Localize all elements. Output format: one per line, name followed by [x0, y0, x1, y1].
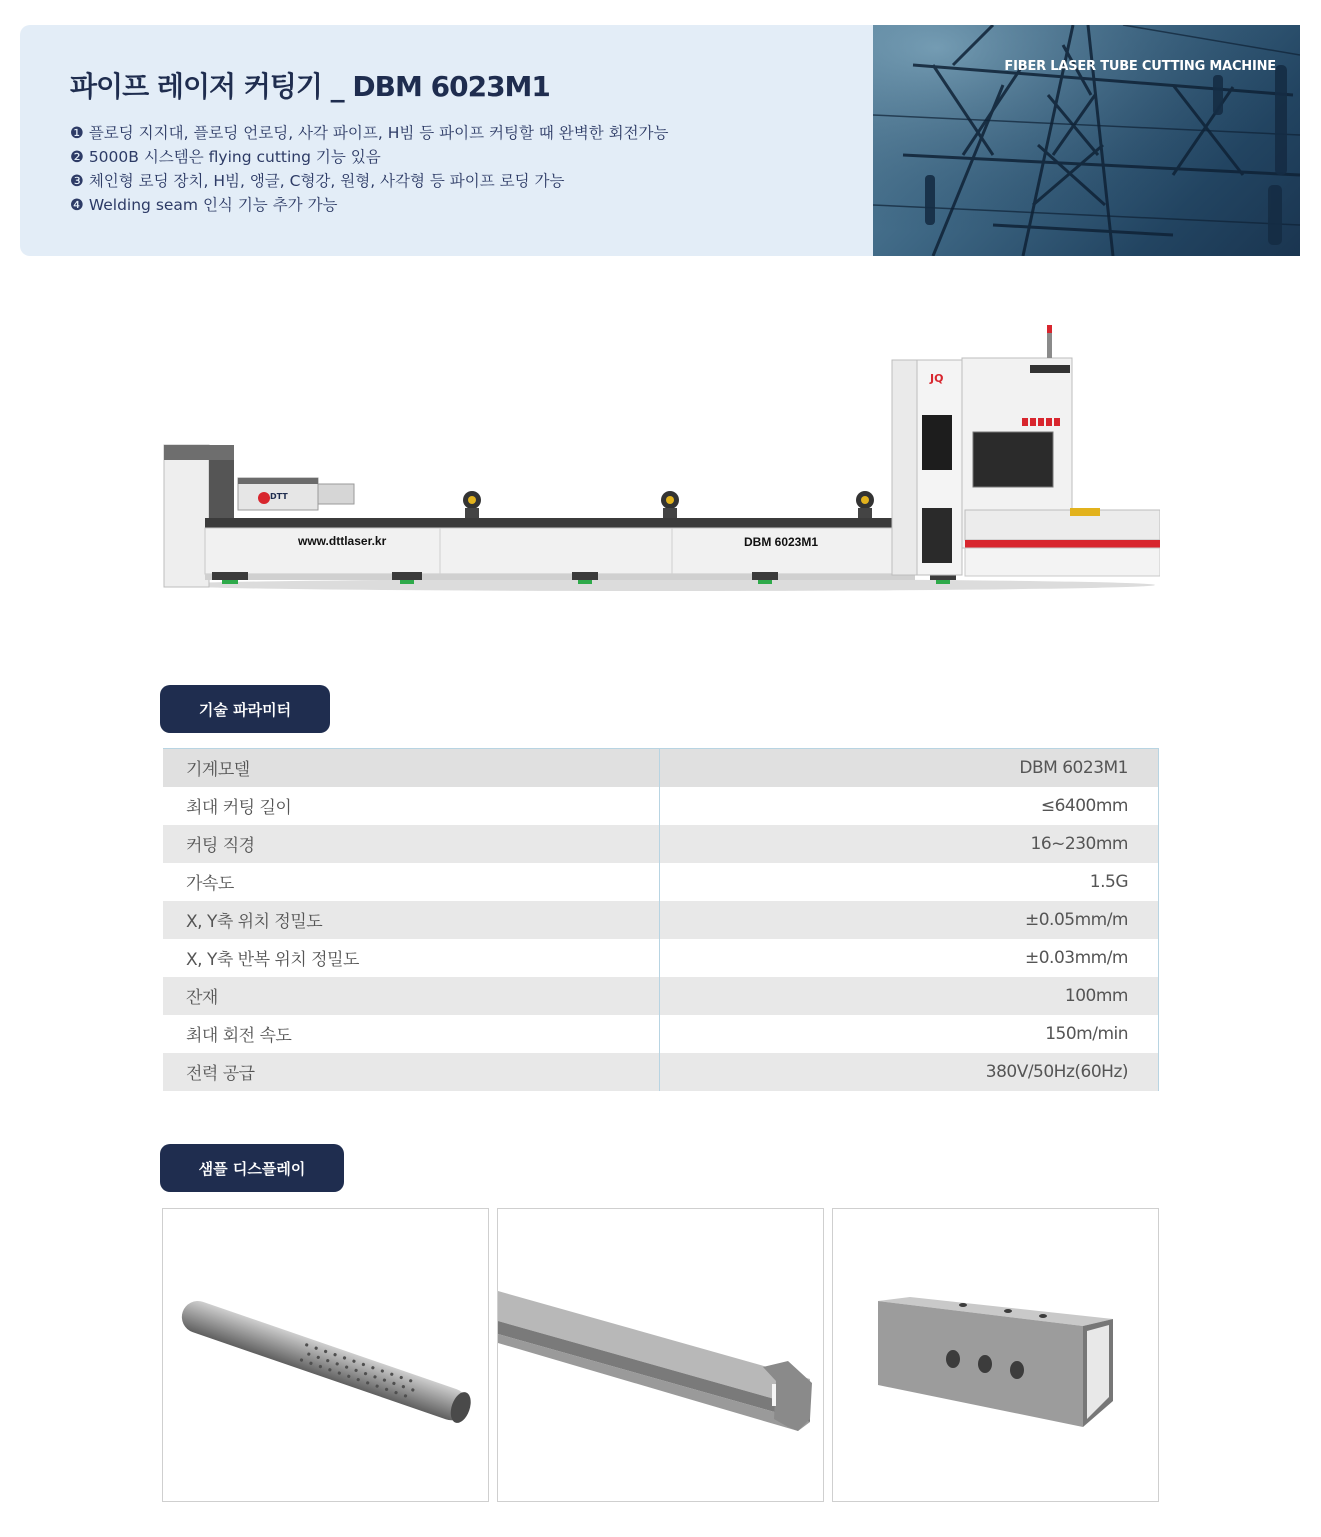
table-row	[163, 863, 1159, 901]
spec-label: 커팅 직경	[163, 825, 659, 863]
sample-perforated-round-tube	[162, 1208, 489, 1502]
table-row	[163, 1053, 1159, 1091]
spec-value: ≤6400mm	[659, 787, 1159, 825]
table-row	[163, 749, 1159, 787]
spec-value: ±0.05mm/m	[659, 901, 1159, 939]
c-channel-image	[498, 1209, 824, 1502]
spec-label: X, Y축 위치 정밀도	[163, 901, 659, 939]
feature-list	[70, 121, 669, 217]
spec-value: 1.5G	[659, 863, 1159, 901]
machine-logo: DTT	[270, 492, 288, 501]
perforated-tube-image	[163, 1209, 489, 1502]
hero-text-panel	[20, 25, 873, 256]
machine-website-label: www.dttlaser.kr	[298, 534, 387, 548]
machine-illustration	[160, 320, 1160, 595]
machine-model-label: DBM 6023M1	[744, 535, 819, 549]
table-row	[163, 1015, 1159, 1053]
specs-section-title: 기술 파라미터	[160, 685, 330, 733]
spec-value: 380V/50Hz(60Hz)	[659, 1053, 1159, 1091]
spec-value: 150m/min	[659, 1015, 1159, 1053]
spec-label: X, Y축 반복 위치 정밀도	[163, 939, 659, 977]
table-row	[163, 901, 1159, 939]
sample-square-tube-with-holes	[832, 1208, 1159, 1502]
machine-brand-mark: JQ	[930, 372, 944, 385]
tube-cutting-machine-graphic	[160, 320, 1160, 595]
spec-label: 전력 공급	[163, 1053, 659, 1091]
spec-label: 최대 커팅 길이	[163, 787, 659, 825]
table-row	[163, 939, 1159, 977]
feature-item: ❶ 플로딩 지지대, 플로딩 언로딩, 사각 파이프, H빔 등 파이프 커팅할 때 완벽한 회전가능	[70, 124, 669, 142]
square-tube-image	[833, 1209, 1159, 1502]
hero-image-power-tower	[873, 25, 1300, 256]
spec-value: 16~230mm	[659, 825, 1159, 863]
table-row	[163, 787, 1159, 825]
feature-item: ❷ 5000B 시스템은 flying cutting 기능 있음	[70, 148, 381, 166]
page-title: 파이프 레이저 커팅기 _ DBM 6023M1	[70, 70, 550, 103]
hero-image-caption: FIBER LASER TUBE CUTTING MACHINE	[1004, 59, 1276, 74]
spec-label: 기계모델	[163, 749, 659, 787]
samples-section-title: 샘플 디스플레이	[160, 1144, 344, 1192]
table-row	[163, 825, 1159, 863]
spec-label: 가속도	[163, 863, 659, 901]
hero-banner	[20, 25, 1300, 256]
spec-value: 100mm	[659, 977, 1159, 1015]
sample-c-channel-beam	[497, 1208, 824, 1502]
spec-value: ±0.03mm/m	[659, 939, 1159, 977]
specs-table	[163, 748, 1159, 1091]
spec-label: 최대 회전 속도	[163, 1015, 659, 1053]
spec-label: 잔재	[163, 977, 659, 1015]
feature-item: ❸ 체인형 로딩 장치, H빔, 앵글, C형강, 원형, 사각형 등 파이프 로딩 가능	[70, 172, 565, 190]
feature-item: ❹ Welding seam 인식 기능 추가 가능	[70, 196, 338, 214]
table-row	[163, 977, 1159, 1015]
spec-value: DBM 6023M1	[659, 749, 1159, 787]
